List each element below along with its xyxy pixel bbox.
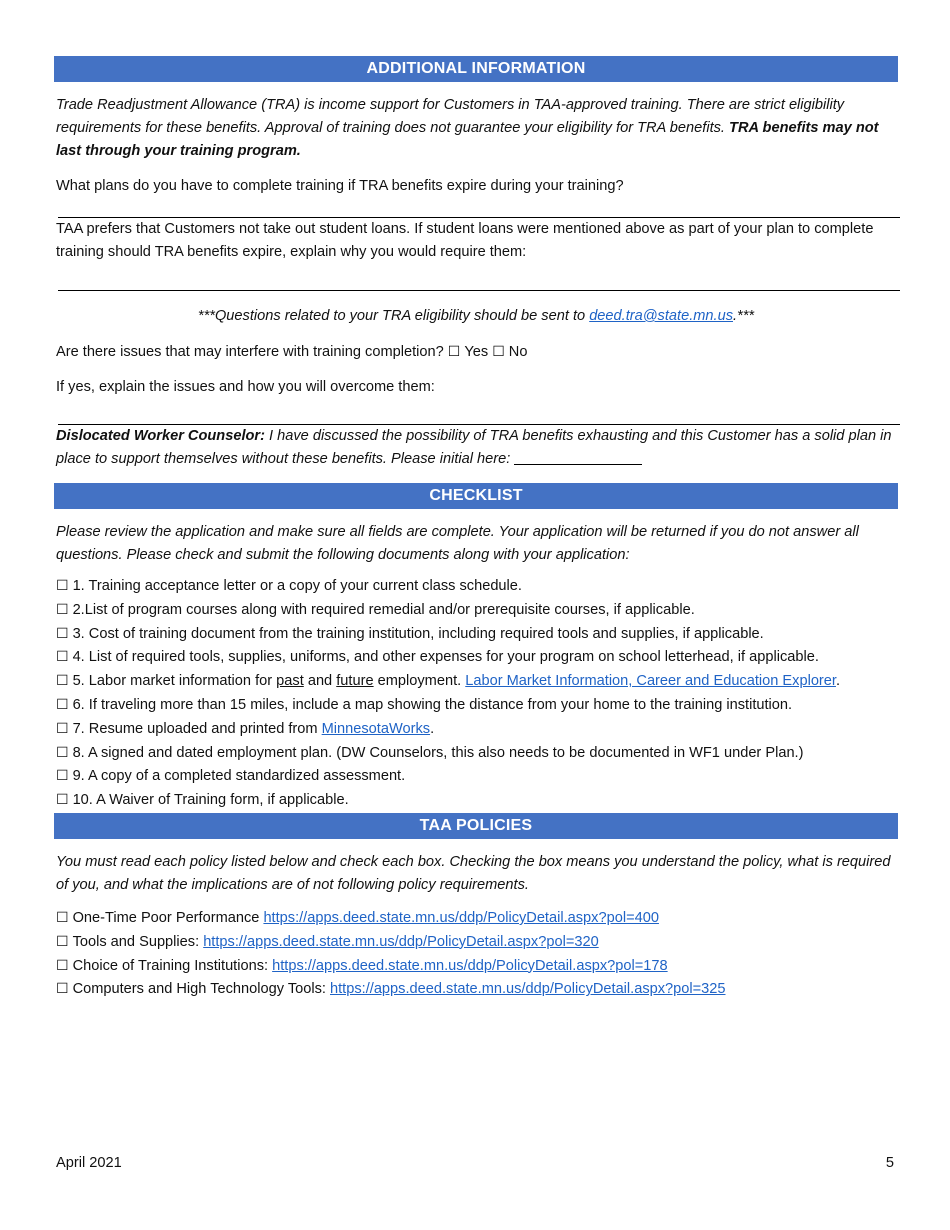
- policy-1-label: One-Time Poor Performance: [72, 909, 260, 926]
- questions-note-suffix: .***: [733, 308, 755, 324]
- section-header-taa-policies: TAA POLICIES: [54, 813, 898, 839]
- page-number: 5: [885, 1155, 894, 1171]
- counselor-text: I have discussed the possibility of TRA benefits exhausting and this Customer has a solid plan in place to support themselves without these benefits. Please initial here:: [56, 428, 892, 467]
- minnesotaworks-link[interactable]: MinnesotaWorks: [321, 720, 431, 737]
- checklist-checkbox-3[interactable]: ☐: [56, 625, 69, 642]
- policy-3-label: Choice of Training Institutions:: [72, 957, 269, 974]
- policy-2-link[interactable]: https://apps.deed.state.mn.us/ddp/PolicyDetail.aspx?pol=320: [203, 933, 599, 950]
- checklist-item-3-text: 3. Cost of training document from the training institution, including required tools and supplies, if applicable.: [72, 625, 764, 642]
- section-header-checklist: CHECKLIST: [54, 483, 898, 509]
- item-5-end: .: [835, 673, 841, 690]
- checklist-checkbox-9[interactable]: ☐: [56, 768, 69, 785]
- section-header-additional-information: ADDITIONAL INFORMATION: [54, 56, 898, 82]
- policy-2-label: Tools and Supplies:: [72, 933, 200, 950]
- checklist-item-7-text: 7. Resume uploaded and printed from: [72, 720, 318, 737]
- questions-note: [56, 305, 896, 328]
- no-checkbox[interactable]: ☐: [492, 344, 505, 360]
- page-footer: [56, 1152, 896, 1174]
- checklist-item-6: [56, 694, 896, 718]
- checklist-intro: Please review the application and make sure all fields are complete. Your application will be returned if you do not answer all questions. Please check and submit the following documents along with your application:: [56, 524, 859, 563]
- checklist-item-4-text: 4. List of required tools, supplies, uniforms, and other expenses for your program on school letterhead, if applicable.: [72, 649, 819, 666]
- checklist-checkbox-8[interactable]: ☐: [56, 744, 69, 761]
- checklist-checkbox-4[interactable]: ☐: [56, 649, 69, 666]
- labor-market-link[interactable]: Labor Market Information, Career and Education Explorer: [465, 673, 836, 690]
- issues-question: Are there issues that may interfere with training completion?: [56, 344, 444, 360]
- and-text: and: [307, 673, 333, 690]
- past-text: past: [276, 673, 304, 690]
- policy-item-3: [56, 955, 896, 979]
- checklist-item-10-text: 10. A Waiver of Training form, if applicable.: [72, 792, 349, 809]
- checklist-item-2: [56, 599, 896, 623]
- checklist-item-6-text: 6. If traveling more than 15 miles, include a map showing the distance from your home to the training institution.: [72, 696, 793, 713]
- issues-explain: If yes, explain the issues and how you will overcome them:: [56, 379, 435, 395]
- checklist-item-9: [56, 765, 896, 789]
- tra-email-link[interactable]: deed.tra@state.mn.us: [589, 308, 733, 324]
- counselor-initial-field[interactable]: [514, 450, 642, 465]
- no-label: No: [508, 344, 528, 360]
- checklist-item-5-text: 5. Labor market information for: [72, 673, 273, 690]
- checklist-item-5: [56, 670, 896, 694]
- questions-note-prefix: ***Questions related to your TRA eligibility should be sent to: [197, 308, 586, 324]
- policy-item-1: [56, 907, 896, 931]
- policy-checkbox-3[interactable]: ☐: [56, 957, 69, 974]
- employment-text: employment.: [377, 673, 462, 690]
- checklist-item-9-text: 9. A copy of a completed standardized assessment.: [72, 768, 406, 785]
- tra-intro-text: Trade Readjustment Allowance (TRA) is income support for Customers in TAA-approved training. There are strict eligibility requirements for these benefits. Approval of training does not guarantee your eligibility for TRA benefits.: [56, 97, 845, 136]
- counselor-paragraph: [56, 425, 896, 471]
- item-7-end: .: [430, 720, 435, 737]
- policy-1-link[interactable]: https://apps.deed.state.mn.us/ddp/PolicyDetail.aspx?pol=400: [263, 909, 659, 926]
- policy-checkbox-1[interactable]: ☐: [56, 909, 69, 926]
- policy-4-link[interactable]: https://apps.deed.state.mn.us/ddp/PolicyDetail.aspx?pol=325: [330, 981, 726, 998]
- tra-intro-paragraph: [56, 94, 896, 163]
- policy-item-4: [56, 978, 896, 1002]
- yes-label: Yes: [464, 344, 489, 360]
- checklist-item-7: [56, 718, 896, 742]
- checklist-item-3: [56, 623, 896, 647]
- checklist-checkbox-5[interactable]: ☐: [56, 673, 69, 690]
- future-text: future: [336, 673, 374, 690]
- checklist-item-1: [56, 575, 896, 599]
- policy-4-label: Computers and High Technology Tools:: [72, 981, 326, 998]
- plans-answer-line[interactable]: [58, 198, 900, 218]
- issues-answer-line[interactable]: [58, 399, 900, 425]
- checklist-checkbox-6[interactable]: ☐: [56, 696, 69, 713]
- footer-date: April 2021: [56, 1155, 122, 1171]
- policy-item-2: [56, 931, 896, 955]
- checklist-checkbox-2[interactable]: ☐: [56, 601, 69, 618]
- policy-checkbox-4[interactable]: ☐: [56, 981, 69, 998]
- checklist-item-4: [56, 646, 896, 670]
- document-page: [56, 56, 896, 1002]
- checklist-item-10: [56, 789, 896, 813]
- checklist-item-1-text: 1. Training acceptance letter or a copy of your current class schedule.: [72, 578, 522, 594]
- checklist-checkbox-7[interactable]: ☐: [56, 720, 69, 737]
- policies-intro: You must read each policy listed below and check each box. Checking the box means you understand the policy, what is required of you, and what the implications are of not following policy requirements.: [56, 853, 891, 893]
- policy-items: [56, 907, 896, 1002]
- checklist-item-8-text: 8. A signed and dated employment plan. (DW Counselors, this also needs to be documented in WF1 under Plan.): [72, 744, 804, 761]
- counselor-label: Dislocated Worker Counselor:: [56, 428, 265, 444]
- issues-question-row: [56, 341, 896, 364]
- checklist-item-2-text: 2.List of program courses along with required remedial and/or prerequisite courses, if applicable.: [72, 601, 695, 618]
- policy-3-link[interactable]: https://apps.deed.state.mn.us/ddp/PolicyDetail.aspx?pol=178: [272, 957, 668, 974]
- checklist-items: [56, 575, 896, 813]
- loans-question: TAA prefers that Customers not take out student loans. If student loans were mentioned above as part of your plan to complete training should TRA benefits expire, explain why you would require them:: [56, 221, 874, 260]
- checklist-item-8: [56, 742, 896, 766]
- checklist-checkbox-10[interactable]: ☐: [56, 792, 69, 809]
- policy-checkbox-2[interactable]: ☐: [56, 933, 69, 950]
- tra-warning-text: TRA benefits may not last through your training program.: [56, 120, 879, 159]
- plans-question: What plans do you have to complete training if TRA benefits expire during your training?: [56, 178, 624, 194]
- checklist-checkbox-1[interactable]: ☐: [56, 578, 69, 594]
- loans-answer-line[interactable]: [58, 264, 900, 291]
- yes-checkbox[interactable]: ☐: [447, 344, 461, 360]
